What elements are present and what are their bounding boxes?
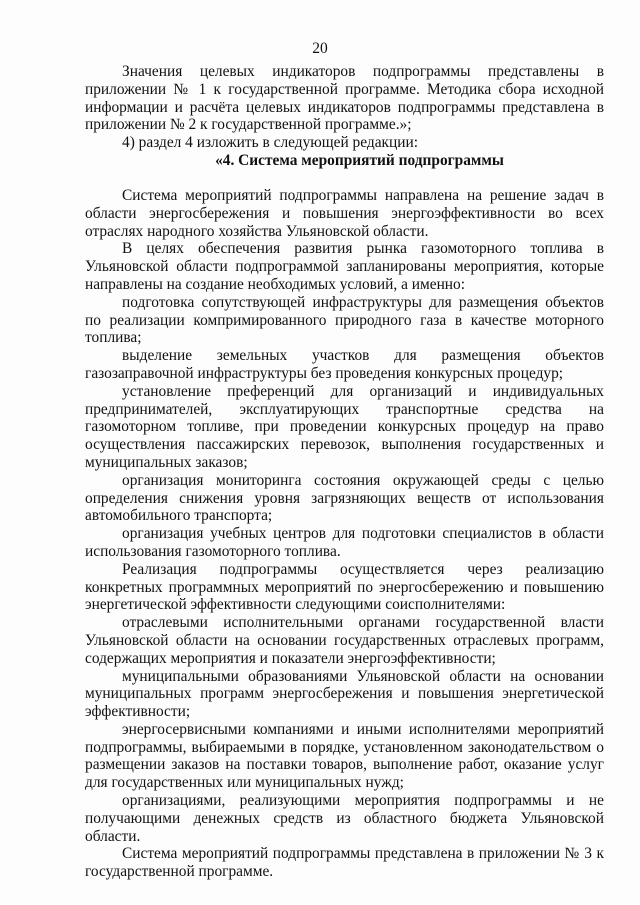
list-item: подготовка сопутствующей инфраструктуры для размещения объектов по реализации компримированного природного газа в качестве моторного топлива; bbox=[85, 293, 604, 347]
list-item: организация мониторинга состояния окружающей среды с целью определения снижения уровня загрязняющих веществ от использования автомобильного транспорта; bbox=[85, 471, 604, 525]
paragraph-section-edit: 4) раздел 4 изложить в следующей редакции: bbox=[122, 134, 418, 152]
list-item: организациями, реализующими мероприятия подпрограммы и не получающими денежных средств из областного бюджета Ульяновской области. bbox=[85, 792, 604, 845]
paragraph: Реализация подпрограммы осуществляется через реализацию конкретных программных мероприятий по энергосбережению и повышению энергетической эффективности следующими соисполнителями: bbox=[85, 560, 604, 614]
paragraph: Система мероприятий подпрограммы представлена в приложении № 3 к государственной программе. bbox=[85, 845, 604, 881]
blank-line bbox=[85, 170, 604, 187]
list-item: муниципальными образованиями Ульяновской области на основании муниципальных программ энергосбережения и повышения энергетической эффективности; bbox=[85, 667, 604, 721]
paragraph: Система мероприятий подпрограммы направлена на решение задач в области энергосбережения и повышения энергоэффективности во всех отраслях народного хозяйства Ульяновской области. bbox=[85, 186, 604, 240]
section-title: «4. Система мероприятий подпрограммы bbox=[215, 151, 504, 169]
paragraph: В целях обеспечения развития рынка газомоторного топлива в Ульяновской области подпрограммой запланированы мероприятия, которые направлены на создание необходимых условий, а именно: bbox=[85, 240, 604, 293]
list-item: установление преференций для организаций и индивидуальных предпринимателей, эксплуатирующих транспортные средства на газомоторном топливе, при проведении конкурсных процедур на право осуществления пассажирских перевозок, выполнения государственных и муниципальных заказов; bbox=[85, 382, 604, 471]
list-item: энергосервисными компаниями и иными исполнителями мероприятий подпрограммы, выбираемыми в порядке, установленном законодательством о размещении заказов на поставки товаров, выполнение работ, оказание услуг для государственных или муниципальных нужд; bbox=[85, 720, 604, 792]
list-item: отраслевыми исполнительными органами государственной власти Ульяновской области на основании государственных отраслевых программ, содержащих мероприятия и показатели энергоэффективности; bbox=[85, 614, 604, 667]
list-item: организация учебных центров для подготовки специалистов в области использования газомоторного топлива. bbox=[85, 525, 604, 560]
paragraph-indicators: Значения целевых индикаторов подпрограммы представлены в приложении № 1 к государственной программе. Методика сбора исходной информации и расчёта целевых индикаторов подпрограммы представлена в приложении № 2 к государственной программе.»; bbox=[85, 63, 604, 134]
document-body bbox=[85, 63, 604, 881]
list-item: выделение земельных участков для размещения объектов газозаправочной инфраструктуры без проведения конкурсных процедур; bbox=[85, 347, 604, 382]
page-number: 20 bbox=[312, 40, 328, 57]
